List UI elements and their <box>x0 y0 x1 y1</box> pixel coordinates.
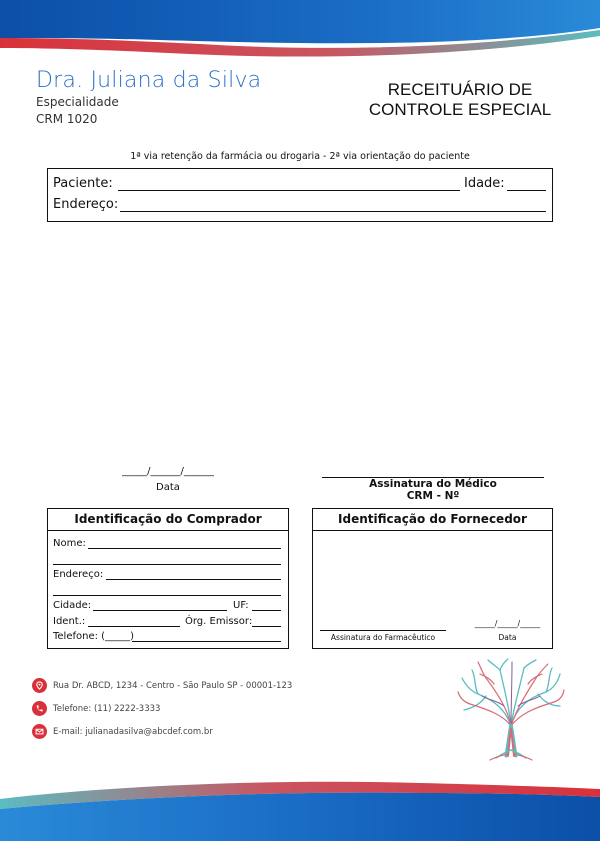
buyer-uf-field[interactable] <box>252 610 281 611</box>
pharmacist-signature-label: Assinatura do Farmacêutico <box>330 633 436 642</box>
supplier-title: Identificação do Fornecedor <box>338 512 527 526</box>
buyer-ident-field[interactable] <box>88 626 180 627</box>
buyer-emissor-field[interactable] <box>252 626 281 627</box>
contact-phone: Telefone: (11) 2222-3333 <box>53 703 161 714</box>
form-title-line1: RECEITUÁRIO DE <box>387 80 533 99</box>
buyer-name-field-2[interactable] <box>53 564 281 565</box>
patient-address-field[interactable] <box>120 211 546 212</box>
location-icon <box>32 678 47 693</box>
buyer-box <box>47 508 289 649</box>
doctor-name: Dra. Juliana da Silva <box>36 68 262 93</box>
email-icon <box>32 724 47 739</box>
patient-age-field[interactable] <box>507 190 546 191</box>
tree-logo-icon <box>456 656 566 762</box>
buyer-address-label: Endereço: <box>53 569 104 580</box>
buyer-address-field-2[interactable] <box>53 595 281 596</box>
header-wave <box>0 0 600 70</box>
buyer-title-divider <box>48 530 288 531</box>
buyer-address-field[interactable] <box>106 579 281 580</box>
contact-email: E-mail: julianadasilva@abcdef.com.br <box>53 726 213 737</box>
doctor-signature-label: Assinatura do Médico <box>369 478 497 490</box>
supplier-date-blank[interactable]: _____/_____/_____ <box>474 619 541 628</box>
patient-box <box>47 168 553 222</box>
patient-age-label: Idade: <box>464 176 505 191</box>
vias-note: 1ª via retenção da farmácia ou drogaria - 2ª via orientação do paciente <box>130 151 470 162</box>
doctor-specialty: Especialidade <box>36 95 119 109</box>
buyer-name-label: Nome: <box>53 538 86 549</box>
patient-address-label: Endereço: <box>53 197 119 212</box>
buyer-emissor-label: Órg. Emissor: <box>185 616 253 627</box>
buyer-ident-label: Ident.: <box>53 616 86 627</box>
buyer-title: Identificação do Comprador <box>74 512 262 526</box>
buyer-name-field[interactable] <box>88 548 281 549</box>
contact-address-row <box>32 678 292 693</box>
supplier-title-divider <box>313 530 552 531</box>
contact-email-row <box>32 724 213 739</box>
supplier-box <box>312 508 553 649</box>
patient-name-field[interactable] <box>118 190 460 191</box>
contact-address: Rua Dr. ABCD, 1234 - Centro - São Paulo SP - 00001-123 <box>53 680 293 691</box>
doctor-crm: CRM 1020 <box>36 112 98 126</box>
pharmacist-signature-line[interactable] <box>320 630 446 631</box>
footer-wave <box>0 771 600 841</box>
buyer-phone-label: Telefone: (_____) <box>53 631 134 642</box>
form-title-line2: CONTROLE ESPECIAL <box>368 100 552 119</box>
supplier-date-label: Data <box>498 633 517 642</box>
contact-phone-row <box>32 701 160 716</box>
buyer-city-label: Cidade: <box>53 600 92 611</box>
date-blank[interactable]: _____/______/______ <box>122 466 214 477</box>
form-title <box>360 80 560 120</box>
buyer-city-field[interactable] <box>93 610 227 611</box>
patient-name-label: Paciente: <box>53 176 113 191</box>
buyer-phone-field[interactable] <box>132 641 281 642</box>
phone-icon <box>32 701 47 716</box>
buyer-uf-label: UF: <box>233 600 249 611</box>
date-label: Data <box>156 482 180 493</box>
crm-label: CRM - Nº <box>406 490 460 502</box>
